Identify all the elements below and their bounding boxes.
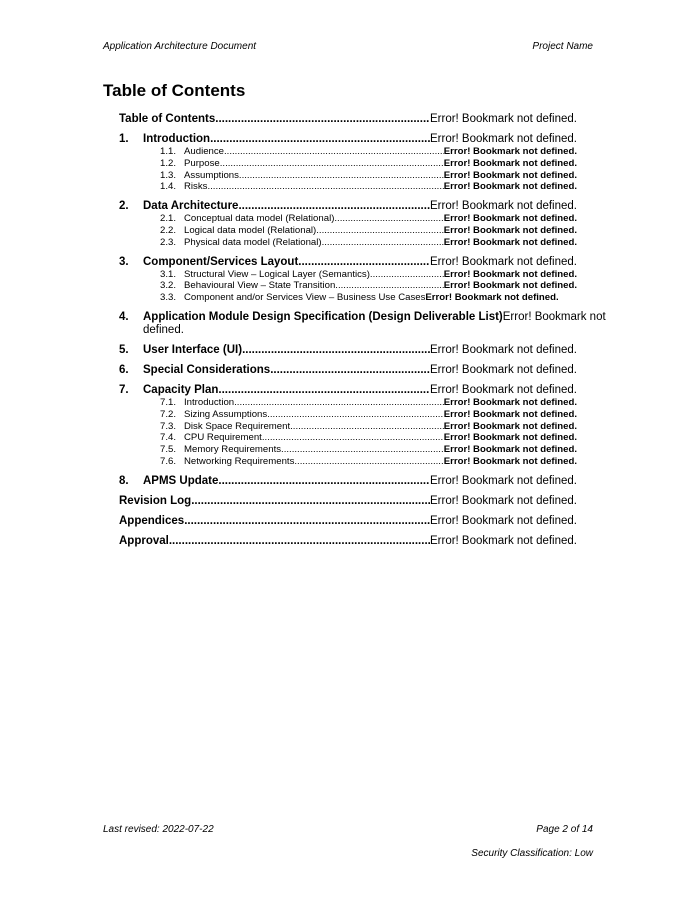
- toc-entry-title: CPU Requirement: [184, 432, 262, 444]
- toc-entry-number: 1.: [119, 133, 129, 145]
- toc-entry-number: 3.: [119, 255, 129, 268]
- toc-entry-page: Error! Bookmark not defined.: [425, 292, 559, 304]
- toc-entry-page: Error! Bookmark not defined.: [429, 494, 577, 507]
- toc-entry-page: Error! Bookmark not defined.: [443, 181, 577, 193]
- toc-entry-page: Error! Bookmark not defined.: [429, 343, 577, 356]
- toc-entry-title: APMS Update: [143, 474, 219, 487]
- toc-entry-title: Revision Log: [119, 494, 192, 507]
- toc-entry[interactable]: [119, 170, 577, 182]
- toc-entry-page: Error! Bookmark not defined.: [443, 432, 577, 444]
- toc-entry-page: Error! Bookmark not defined.: [443, 157, 577, 169]
- toc-entry-page: Error! Bookmark not defined.: [443, 213, 577, 225]
- toc-entry-number: 1.1.: [160, 146, 177, 157]
- toc-entry[interactable]: [119, 444, 577, 456]
- toc-entry-title: Capacity Plan: [143, 383, 219, 396]
- toc-entry-page: Error! Bookmark not defined.: [443, 444, 577, 456]
- toc-entry[interactable]: [119, 256, 577, 269]
- toc-entry[interactable]: [119, 213, 577, 225]
- toc-entry-number: 1.3.: [160, 169, 177, 181]
- toc-entry-number: 7.4.: [160, 432, 177, 444]
- toc-entry-page: Error! Bookmark not defined.: [443, 268, 577, 280]
- toc-entry-title: Assumptions: [184, 169, 239, 181]
- toc-entry[interactable]: [119, 421, 577, 433]
- toc-entry[interactable]: [119, 456, 577, 468]
- toc-entry-number: 4.: [119, 310, 129, 323]
- toc-entry-page: Error! Bookmark not defined.: [443, 280, 577, 292]
- toc-entry-page: Error! Bookmark not defined.: [443, 396, 577, 408]
- page-title: Table of Contents: [103, 81, 246, 100]
- toc-dot-leader: [316, 225, 443, 237]
- toc-entry[interactable]: [119, 292, 577, 304]
- toc-dot-leader: [270, 364, 430, 377]
- toc-entry-page: Error! Bookmark not defined.: [429, 514, 577, 527]
- toc-entry[interactable]: [119, 311, 613, 337]
- toc-entry-title: Networking Requirements: [184, 455, 295, 467]
- toc-entry-number: 3.1.: [160, 268, 177, 280]
- toc-entry-title: Approval: [119, 534, 169, 547]
- toc-entry-title: Introduction: [143, 133, 211, 145]
- toc-entry-number: 6.: [119, 363, 129, 376]
- toc-entry[interactable]: [119, 146, 577, 158]
- toc-entry-page: Error! Bookmark not defined.: [443, 169, 577, 181]
- toc-entry-page: Error! Bookmark not defined.: [429, 255, 577, 268]
- toc-dot-leader: [218, 475, 430, 488]
- toc-dot-leader: [207, 181, 443, 193]
- toc-entry[interactable]: [119, 384, 577, 397]
- toc-entry-number: 2.2.: [160, 224, 177, 236]
- footer-page-number: Page 2 of 14: [536, 824, 593, 835]
- toc-entry-page: Error! Bookmark not defined.: [429, 534, 577, 547]
- toc-entry-page: Error! Bookmark not defined.: [443, 146, 577, 157]
- toc-entry-page: Error! Bookmark not defined.: [443, 455, 577, 467]
- toc-dot-leader: [220, 158, 444, 170]
- toc-dot-leader: [239, 170, 444, 182]
- toc-dot-leader: [322, 237, 444, 249]
- toc-entry[interactable]: [119, 535, 577, 548]
- toc-entry-page: Error! Bookmark not defined.: [443, 420, 577, 432]
- toc-dot-leader: [298, 256, 430, 269]
- toc-entry-title: Component/Services Layout: [143, 255, 299, 268]
- toc-entry[interactable]: [119, 515, 577, 528]
- toc-entry-page: Error! Bookmark not defined.: [429, 200, 577, 213]
- toc-entry-title: Risks: [184, 181, 208, 193]
- toc-dot-leader: [294, 456, 443, 468]
- toc-entry-title: Physical data model (Relational): [184, 236, 322, 248]
- toc-dot-leader: [267, 409, 444, 421]
- toc-entry-page: Error! Bookmark not defined.: [429, 474, 577, 487]
- toc-dot-leader: [215, 113, 430, 126]
- toc-entry-title: Behavioural View – State Transition: [184, 280, 336, 292]
- toc-entry[interactable]: [119, 237, 577, 249]
- toc-entry[interactable]: [119, 495, 577, 508]
- toc-entry-title: User Interface (UI): [143, 343, 243, 356]
- toc-entry-title: Conceptual data model (Relational): [184, 213, 335, 225]
- toc-entry-title: Appendices: [119, 514, 185, 527]
- toc-entry-page: Error! Bookmark not defined.: [429, 113, 577, 125]
- toc-entry[interactable]: [119, 344, 577, 357]
- toc-entry-number: 3.2.: [160, 280, 177, 292]
- toc-dot-leader: [238, 200, 430, 213]
- toc-dot-leader: [218, 384, 430, 397]
- footer-security-classification: Security Classification: Low: [471, 848, 593, 859]
- toc-entry-title: Special Considerations: [143, 363, 271, 376]
- toc-entry[interactable]: [119, 200, 577, 213]
- toc-entry-title: Memory Requirements: [184, 444, 282, 456]
- toc-entry[interactable]: [119, 364, 577, 377]
- toc-dot-leader: [169, 535, 430, 548]
- toc-entry-number: 2.3.: [160, 236, 177, 248]
- toc-entry[interactable]: [119, 269, 577, 281]
- toc-entry-title: Disk Space Requirement: [184, 420, 291, 432]
- toc-entry[interactable]: [119, 133, 577, 146]
- toc-dot-leader: [290, 421, 444, 433]
- toc-entry-number: 7.2.: [160, 408, 177, 420]
- toc-entry-title: Application Module Design Specification (Design Deliverable List): [143, 310, 503, 323]
- toc-entry-page: Error! Bookmark not defined.: [443, 224, 577, 236]
- toc-dot-leader: [370, 269, 444, 281]
- toc-dot-leader: [335, 280, 443, 292]
- toc-dot-leader: [184, 515, 430, 528]
- toc-entry-title: Logical data model (Relational): [184, 224, 317, 236]
- toc-entry-number: 8.: [119, 474, 129, 487]
- toc-entry-page: Error! Bookmark not defined.: [443, 236, 577, 248]
- toc-entry-title: Sizing Assumptions: [184, 408, 268, 420]
- toc-entry-number: 7.6.: [160, 455, 177, 467]
- toc-dot-leader: [191, 495, 430, 508]
- toc-entry-number: 3.3.: [160, 292, 177, 304]
- toc-entry-number: 7.1.: [160, 396, 177, 408]
- toc-dot-leader: [224, 146, 444, 158]
- toc-entry-title: Component and/or Services View – Business Use Cases: [184, 292, 426, 304]
- header-document-title: Application Architecture Document: [103, 41, 257, 52]
- toc-entry-title: Structural View – Logical Layer (Semantics): [184, 268, 370, 280]
- toc-entry[interactable]: [119, 409, 577, 421]
- toc-entry[interactable]: [119, 181, 577, 193]
- toc-entry-number: 7.: [119, 383, 129, 396]
- toc-entry-page: Error! Bookmark not defined.: [143, 310, 606, 336]
- toc-entry-title: Audience: [184, 146, 225, 157]
- header-project-name: Project Name: [532, 41, 593, 52]
- toc-entry-number: 7.5.: [160, 444, 177, 456]
- toc-entry[interactable]: [119, 475, 577, 488]
- toc-entry-page: Error! Bookmark not defined.: [429, 363, 577, 376]
- toc-entry-number: 2.: [119, 200, 129, 213]
- toc-dot-leader: [234, 397, 444, 409]
- toc-entry[interactable]: [119, 432, 577, 444]
- toc-entry-number: 7.3.: [160, 420, 177, 432]
- toc-entry[interactable]: [119, 113, 577, 126]
- toc-entry-number: 5.: [119, 343, 129, 356]
- toc-entry[interactable]: [119, 225, 577, 237]
- toc-entry[interactable]: [119, 280, 577, 292]
- toc-entry-title: Introduction: [184, 396, 235, 408]
- table-of-contents: [119, 113, 606, 548]
- toc-dot-leader: [262, 432, 444, 444]
- toc-entry-title: Purpose: [184, 157, 220, 169]
- toc-dot-leader: [210, 133, 430, 146]
- toc-entry-number: 2.1.: [160, 213, 177, 225]
- toc-entry-number: 1.2.: [160, 157, 177, 169]
- footer-last-revised: Last revised: 2022-07-22: [103, 824, 214, 835]
- toc-entry-title: Table of Contents: [119, 113, 216, 125]
- toc-dot-leader: [281, 444, 444, 456]
- toc-entry[interactable]: [119, 397, 577, 409]
- toc-entry-page: Error! Bookmark not defined.: [429, 133, 577, 145]
- toc-entry-title: Data Architecture: [143, 200, 239, 213]
- toc-entry-page: Error! Bookmark not defined.: [443, 408, 577, 420]
- toc-dot-leader: [242, 344, 430, 357]
- toc-dot-leader: [334, 213, 443, 225]
- toc-entry-number: 1.4.: [160, 181, 177, 193]
- toc-entry-page: Error! Bookmark not defined.: [429, 383, 577, 396]
- toc-entry[interactable]: [119, 158, 577, 170]
